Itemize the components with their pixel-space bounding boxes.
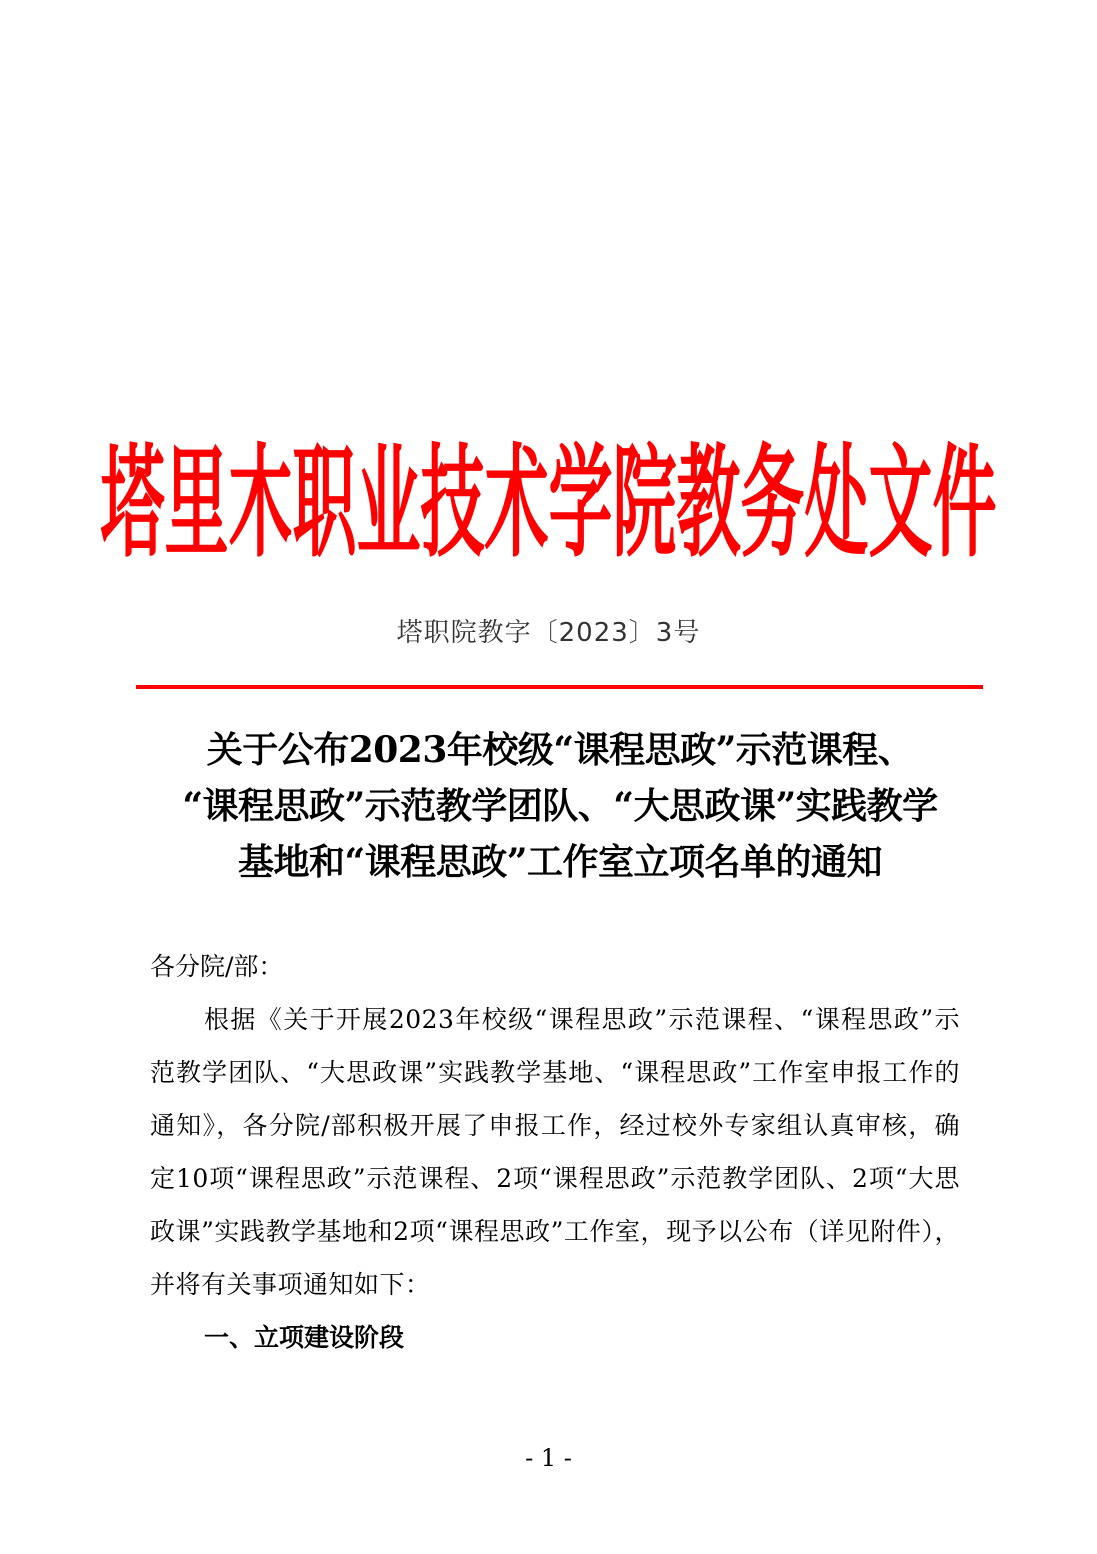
document-number: 塔职院教字〔2023〕3号 <box>396 618 701 648</box>
title-line-2: “课程思政”示范教学团队、“大思政课”实践教学 <box>182 785 938 827</box>
page-number: - 1 - <box>525 1444 572 1472</box>
red-divider-line <box>136 685 983 689</box>
notice-body <box>150 940 960 1364</box>
title-line-1: 关于公布2023年校级“课程思政”示范课程、 <box>206 729 914 771</box>
masthead-title <box>0 430 1097 580</box>
notice-title <box>140 722 980 890</box>
masthead-text: 塔里木职业技术学院教务处文件 <box>100 434 997 576</box>
section-heading-1: 一、立项建设阶段 <box>204 1323 405 1352</box>
salutation: 各分院/部： <box>150 952 284 981</box>
title-line-3: 基地和“课程思政”工作室立项名单的通知 <box>238 841 882 883</box>
body-paragraph: 根据《关于开展2023年校级“课程思政”示范课程、“课程思政”示范教学团队、“大思政课”实践教学基地、“课程思政”工作室申报工作的通知》，各分院/部积极开展了申报工作，经过校外专家组认真审核，确定10项“课程思政”示范课程、2项“课程思政”示范教学团队、2项“大思政课”实践教学基地和2项“课程思政”工作室，现予以公布（详见附件），并将有关事项通知如下： <box>150 1005 960 1299</box>
